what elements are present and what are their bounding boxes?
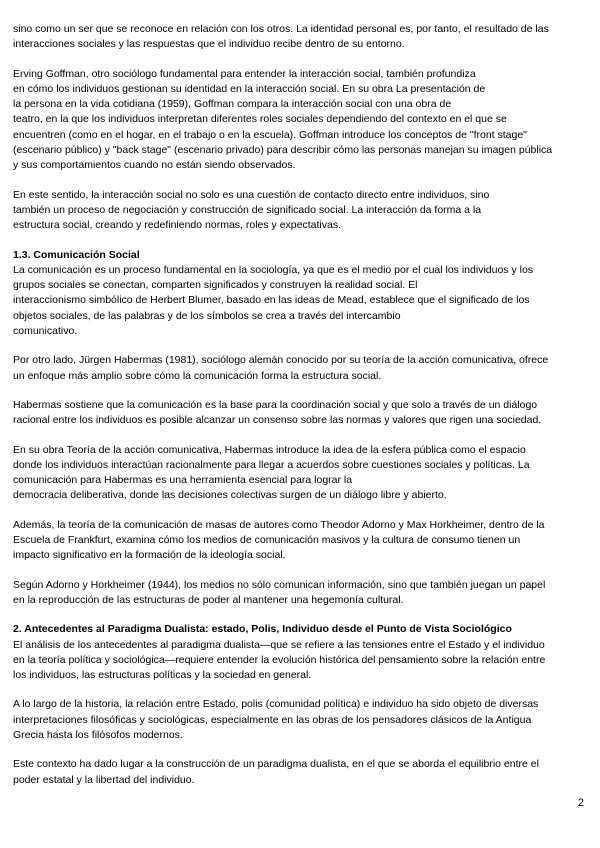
text-line: un enfoque más amplio sobre cómo la comunicación forma la estructura social. (13, 369, 382, 382)
paragraph (13, 578, 585, 609)
text-line: objetos sociales, de las palabras y de los símbolos se crea a través del intercambio (13, 309, 401, 322)
text-line: racional entre los individuos es posible alcanzar un consenso sobre las normas y valores que rigen una sociedad. (13, 414, 542, 427)
text-line: donde los individuos interactúan racionalmente para llegar a acuerdos sobre cuestiones sociales y políticas. La (13, 458, 530, 471)
text-line: El análisis de los antecedentes al paradigma dualista—que se refiere a las tensiones entre el Estado y el individuo (13, 638, 545, 651)
text-line: interaccionismo simbólico de Herbert Blumer, basado en las ideas de Mead, establece que el significado de los (13, 294, 530, 307)
text-line: y sus comportamientos cuando no están siendo observados. (13, 159, 296, 172)
text-line: en cómo los individuos gestionan su identidad en la interacción social. En su obra La presentación de (13, 82, 486, 95)
section-block (13, 248, 585, 340)
text-line: grupos sociales se conectan, comparten significados y construyen la realidad social. El (13, 279, 418, 292)
paragraph (13, 697, 585, 743)
text-line: Por otro lado, Jürgen Habermas (1981), sociólogo alemán conocido por su teoría de la acción comunicativa, ofrece (13, 354, 549, 367)
text-line: sino como un ser que se reconoce en relación con los otros. La identidad personal es, por tanto, el resultado de las (13, 23, 549, 35)
page-number: 2 (577, 797, 584, 809)
document-page (13, 22, 585, 802)
text-line: En este sentido, la interacción social no solo es una cuestión de contacto directo entre individuos, sino (13, 188, 490, 201)
paragraph (13, 518, 585, 564)
text-line: Habermas sostiene que la comunicación es la base para la coordinación social y que solo a través de un diálogo (13, 398, 538, 411)
text-line: En su obra Teoría de la acción comunicativa, Habermas introduce la idea de la esfera pública como el espacio (13, 443, 526, 456)
section-block (13, 622, 585, 683)
paragraph (13, 22, 585, 53)
text-line: en la teoría política y sociológica—requiere entender la evolución histórica del pensamiento sobre la relación entre (13, 653, 546, 666)
paragraph (13, 67, 585, 174)
text-line: estructura social, creando y redefiniendo normas, roles y expectativas. (13, 219, 341, 232)
section-heading: 1.3. Comunicación Social (13, 248, 140, 261)
text-line: democracia deliberativa, donde las decisiones colectivas surgen de un diálogo libre y abierto. (13, 489, 447, 502)
text-line: Según Adorno y Horkheimer (1944), los medios no sólo comunican información, sino que también juegan un papel (13, 578, 546, 591)
paragraph (13, 757, 585, 788)
text-line: interacciones sociales y las respuestas que el individuo recibe dentro de su entorno. (13, 38, 405, 51)
paragraph (13, 443, 585, 504)
text-line: también un proceso de negociación y construcción de significado social. La interacción da forma a la (13, 203, 482, 216)
text-line: los individuos, las estructuras políticas y la sociedad en general. (13, 669, 312, 682)
section-heading: 2. Antecedentes al Paradigma Dualista: estado, Polis, Individuo desde el Punto de Vista Sociológico (13, 623, 512, 636)
text-line: Erving Goffman, otro sociólogo fundamental para entender la interacción social, también profundiza (13, 67, 476, 80)
text-line: Grecia hasta los filósofos modernos. (13, 728, 183, 741)
text-line: comunicación para Habermas es una herramienta esencial para lograr la (13, 474, 353, 487)
text-line: A lo largo de la historia, la relación entre Estado, polis (comunidad política) e individuo ha sido objeto de diversas (13, 698, 539, 711)
text-line: teatro, en la que los individuos interpretan diferentes roles sociales dependiendo del contexto en el que se (13, 113, 507, 126)
text-line: en la reproducción de las estructuras de poder al mantener una hegemonía cultural. (13, 593, 404, 606)
text-line: Escuela de Frankfurt, examina cómo los medios de comunicación masivos y la cultura de consumo tienen un (13, 534, 521, 547)
paragraph (13, 188, 585, 234)
text-line: La comunicación es un proceso fundamental en la sociología, ya que es el medio por el cual los individuos y los (13, 263, 534, 276)
text-line: la persona en la vida cotidiana (1959), Goffman compara la interacción social con una obra de (13, 98, 452, 111)
paragraph (13, 398, 585, 429)
text-line: comunicativo. (13, 325, 78, 338)
text-line: poder estatal y la libertad del individuo. (13, 773, 195, 786)
text-line: Además, la teoría de la comunicación de masas de autores como Theodor Adorno y Max Horkheimer, dentro de la (13, 518, 545, 531)
paragraph (13, 353, 585, 384)
text-line: encuentren (como en el hogar, en el trabajo o en la escuela). Goffman introduce los conceptos de "front stage" (13, 128, 527, 141)
text-line: impacto significativo en la formación de la ideología social. (13, 549, 286, 562)
text-line: Este contexto ha dado lugar a la construcción de un paradigma dualista, en el que se aborda el equilibrio entre el (13, 758, 539, 771)
text-line: interpretaciones filosóficas y sociológicas, especialmente en las obras de los pensadores clásicos de la Antigua (13, 713, 532, 726)
text-line: (escenario público) y "back stage" (escenario privado) para describir cómo las personas manejan su imagen pública (13, 144, 553, 157)
